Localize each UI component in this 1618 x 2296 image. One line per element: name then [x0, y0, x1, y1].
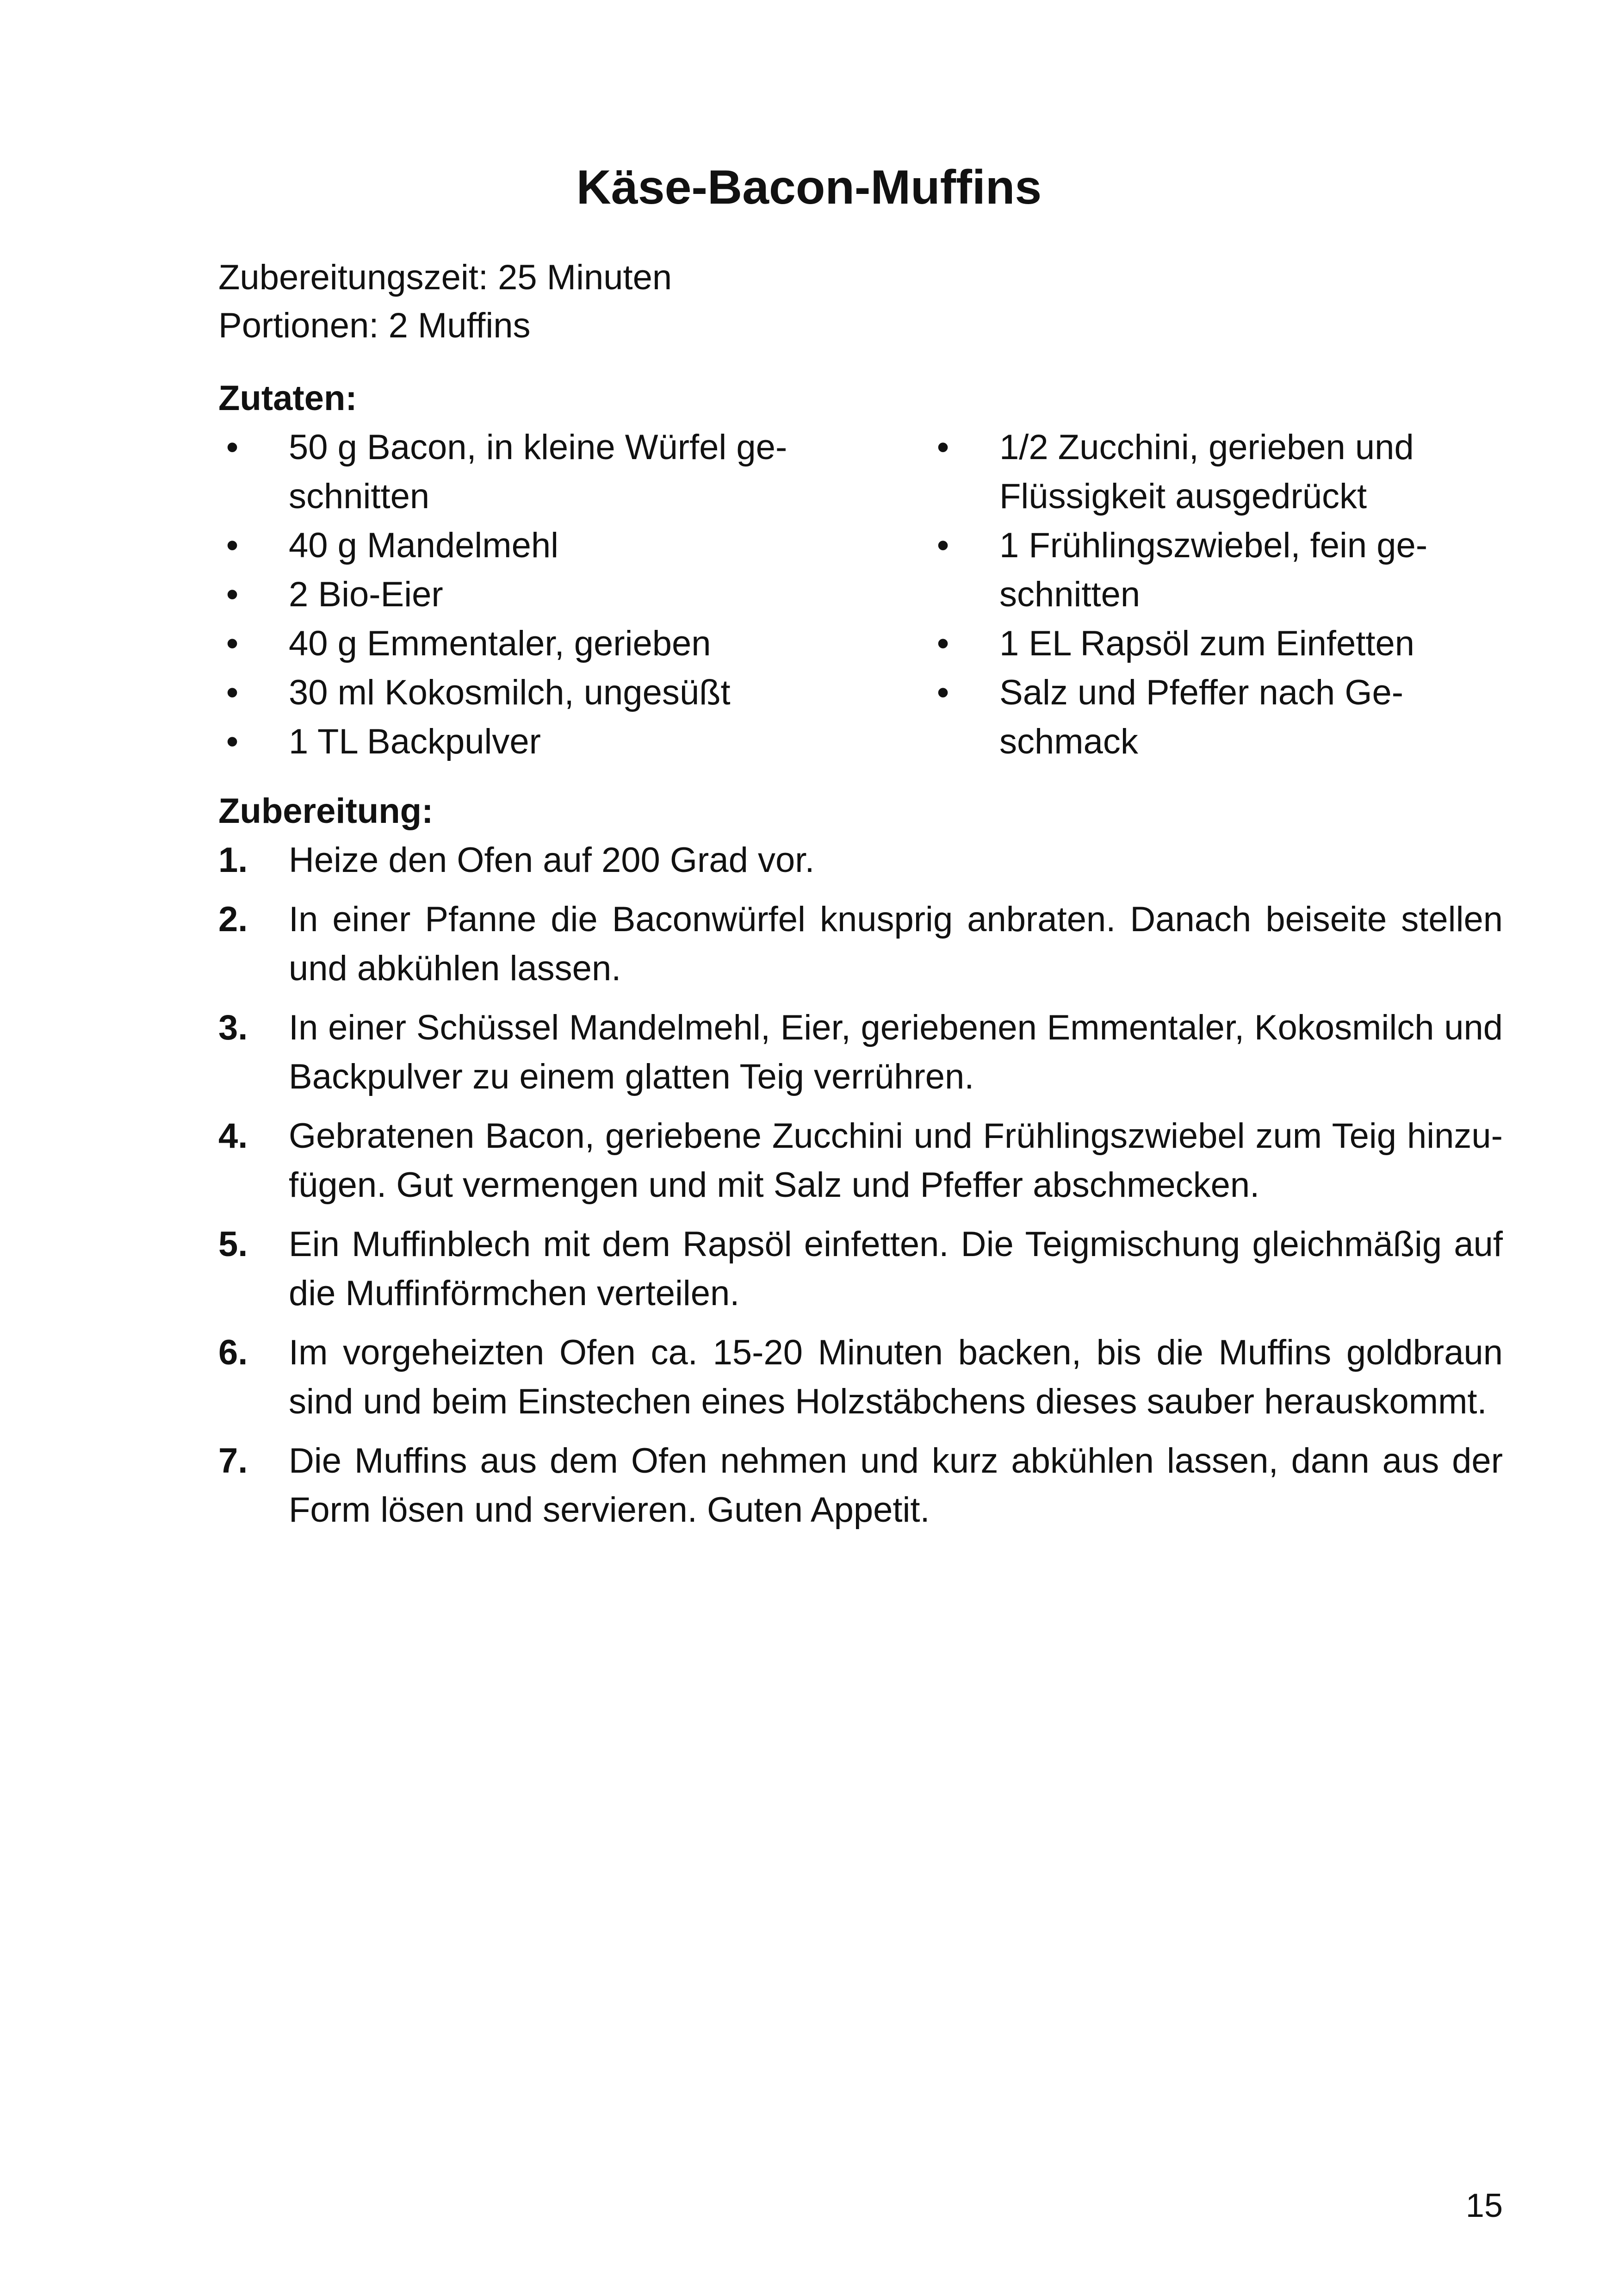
bullet-icon: • [226, 673, 239, 712]
ingredient-text: 1 EL Rapsöl zum Einfetten [999, 624, 1415, 663]
step-item [218, 1003, 1503, 1101]
ingredient-text: 30 ml Kokosmilch, ungesüßt [289, 673, 731, 712]
step-text: In einer Pfanne die Baconwürfel knusprig anbraten. Danach beiseite stellen und abkühlen lassen. [289, 900, 1503, 988]
step-number: 6. [218, 1333, 248, 1372]
step-item [218, 836, 1503, 885]
ingredients-list-left [218, 423, 857, 766]
ingredient-item [218, 570, 857, 619]
bullet-icon: • [936, 526, 949, 565]
step-number: 4. [218, 1116, 248, 1156]
prep-time: Zubereitungszeit: 25 Minuten [218, 258, 672, 297]
bullet-icon: • [936, 428, 949, 467]
bullet-icon: • [226, 722, 239, 761]
ingredient-item [218, 423, 857, 521]
bullet-icon: • [936, 673, 949, 712]
step-text: Gebratenen Bacon, geriebene Zucchini und Frühlingszwiebel zum Teig hinzu-fügen. Gut vermengen und mit Salz und Pfeffer abschmecken. [289, 1116, 1503, 1205]
bullet-icon: • [226, 624, 239, 663]
step-number: 2. [218, 900, 248, 939]
recipe-meta [218, 254, 672, 350]
step-text: Ein Muffinblech mit dem Rapsöl einfetten. Die Teigmischung gleichmäßig auf die Muffinförmchen verteilen. [289, 1225, 1503, 1313]
ingredients-heading: Zutaten: [218, 379, 357, 418]
page-number: 15 [1465, 2187, 1503, 2224]
ingredient-text: 40 g Emmentaler, gerieben [289, 624, 711, 663]
preparation-heading: Zubereitung: [218, 791, 434, 831]
preparation-steps [218, 836, 1503, 1545]
step-text: In einer Schüssel Mandelmehl, Eier, geriebenen Emmentaler, Kokosmilch und Backpulver zu einem glatten Teig verrühren. [289, 1008, 1503, 1096]
ingredient-text: 1/2 Zucchini, gerieben und Flüssigkeit ausgedrückt [999, 428, 1414, 516]
ingredient-item [929, 668, 1521, 766]
ingredients-list-right [929, 423, 1521, 766]
step-item [218, 1220, 1503, 1318]
page-title: Käse-Bacon-Muffins [576, 161, 1042, 214]
bullet-icon: • [226, 575, 239, 614]
step-item [218, 1437, 1503, 1535]
ingredient-text: 40 g Mandelmehl [289, 526, 559, 565]
step-number: 5. [218, 1225, 248, 1264]
ingredient-item [929, 423, 1521, 521]
step-item [218, 1112, 1503, 1210]
step-text: Heize den Ofen auf 200 Grad vor. [289, 840, 815, 880]
step-number: 7. [218, 1441, 248, 1481]
ingredient-text: Salz und Pfeffer nach Ge-schmack [999, 673, 1404, 761]
bullet-icon: • [226, 526, 239, 565]
step-text: Die Muffins aus dem Ofen nehmen und kurz abkühlen lassen, dann aus der Form lösen und servieren. Guten Appetit. [289, 1441, 1503, 1530]
ingredient-item [218, 619, 857, 668]
bullet-icon: • [936, 624, 949, 663]
ingredient-text: 50 g Bacon, in kleine Würfel ge-schnitten [289, 428, 787, 516]
step-item [218, 1328, 1503, 1426]
step-number: 1. [218, 840, 248, 880]
ingredient-text: 1 TL Backpulver [289, 722, 541, 761]
ingredient-item [218, 521, 857, 570]
ingredient-text: 2 Bio-Eier [289, 575, 443, 614]
ingredient-item [218, 717, 857, 766]
bullet-icon: • [226, 428, 239, 467]
ingredient-item [218, 668, 857, 717]
step-number: 3. [218, 1008, 248, 1047]
servings: Portionen: 2 Muffins [218, 306, 531, 345]
ingredient-item [929, 521, 1521, 619]
step-item [218, 895, 1503, 993]
step-text: Im vorgeheizten Ofen ca. 15-20 Minuten backen, bis die Muffins goldbraun sind und beim Einstechen eines Holzstäbchens dieses sauber herauskommt. [289, 1333, 1503, 1421]
ingredient-text: 1 Frühlingszwiebel, fein ge-schnitten [999, 526, 1428, 614]
ingredient-item [929, 619, 1521, 668]
